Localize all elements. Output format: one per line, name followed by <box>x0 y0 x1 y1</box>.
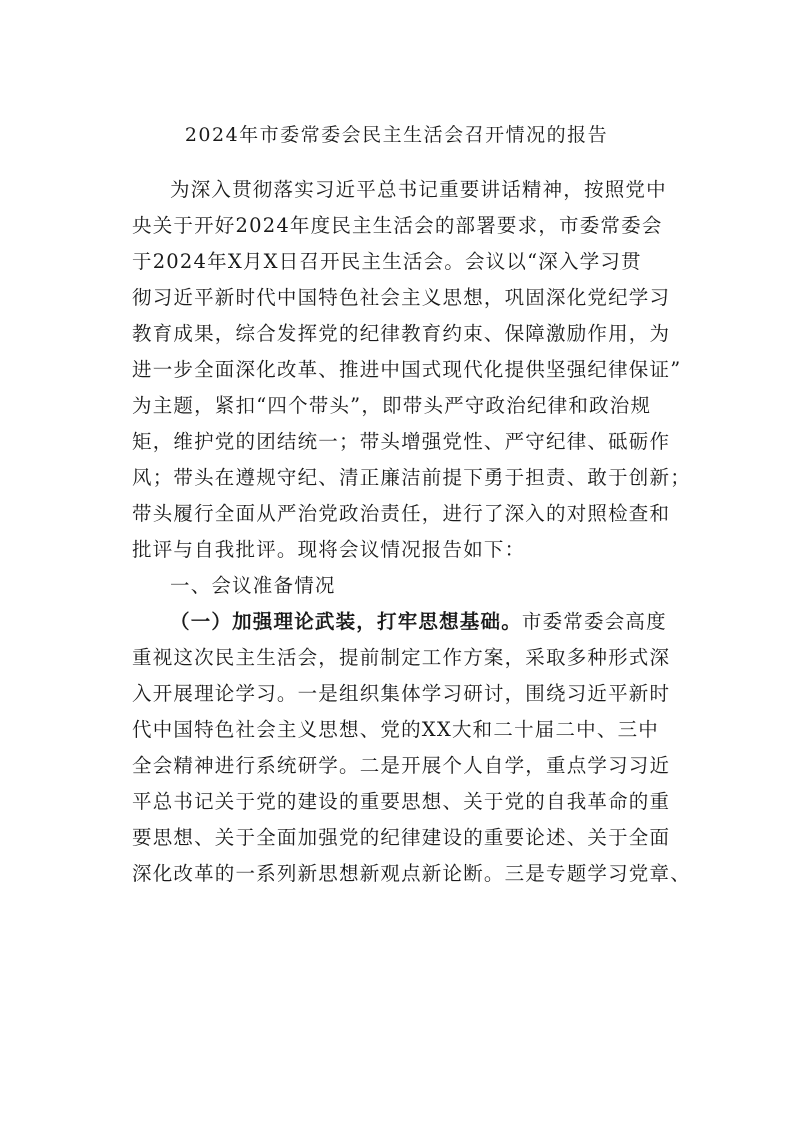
paragraph-line: 彻习近平新时代中国特色社会主义思想，巩固深化党纪学习 <box>132 286 671 309</box>
paragraph-line: 为深入贯彻落实习近平总书记重要讲话精神，按照党中 <box>170 178 667 201</box>
paragraph-line: 带头履行全面从严治党政治责任，进行了深入的对照检查和 <box>132 502 671 525</box>
paragraph-line: 深化改革的一系列新思想新观点新论断。三是专题学习党章、 <box>132 862 691 885</box>
paragraph-line: 风；带头在遵规守纪、清正廉洁前提下勇于担责、敢于创新； <box>132 466 691 489</box>
subsection-first-line <box>132 604 692 640</box>
paragraph-line: 于2024年X月X日召开民主生活会。会议以“深入学习贯 <box>132 250 642 273</box>
subsection-first-line-rest: 市委常委会高度 <box>521 610 667 633</box>
document-title: 2024年市委常委会民主生活会召开情况的报告 <box>184 124 609 146</box>
section-heading: 一、会议准备情况 <box>170 574 336 597</box>
subsection-lead: （一）加强理论武装，打牢思想基础。 <box>170 610 522 633</box>
paragraph-line: 进一步全面深化改革、推进中国式现代化提供坚强纪律保证” <box>132 358 682 381</box>
paragraph-line: 平总书记关于党的建设的重要思想、关于党的自我革命的重 <box>132 790 671 813</box>
paragraph-line: 重视这次民主生活会，提前制定工作方案，采取多种形式深 <box>132 646 671 669</box>
paragraph-line: 为主题，紧扣“四个带头”，即带头严守政治纪律和政治规 <box>132 394 652 417</box>
paragraph-line: 入开展理论学习。一是组织集体学习研讨，围绕习近平新时 <box>132 682 671 705</box>
paragraph-line: 全会精神进行系统研学。二是开展个人自学，重点学习习近 <box>132 754 671 777</box>
paragraph-line: 央关于开好2024年度民主生活会的部署要求，市委常委会 <box>132 214 663 237</box>
paragraph-line: 代中国特色社会主义思想、党的XX大和二十届二中、三中 <box>132 718 659 741</box>
paragraph-line: 批评与自我批评。现将会议情况报告如下： <box>132 538 526 561</box>
document-body <box>132 172 692 892</box>
paragraph-line: 矩，维护党的团结统一；带头增强党性、严守纪律、砥砺作 <box>132 430 671 453</box>
paragraph-line: 教育成果，综合发挥党的纪律教育约束、保障激励作用，为 <box>132 322 671 345</box>
paragraph-line: 要思想、关于全面加强党的纪律建设的重要论述、关于全面 <box>132 826 671 849</box>
